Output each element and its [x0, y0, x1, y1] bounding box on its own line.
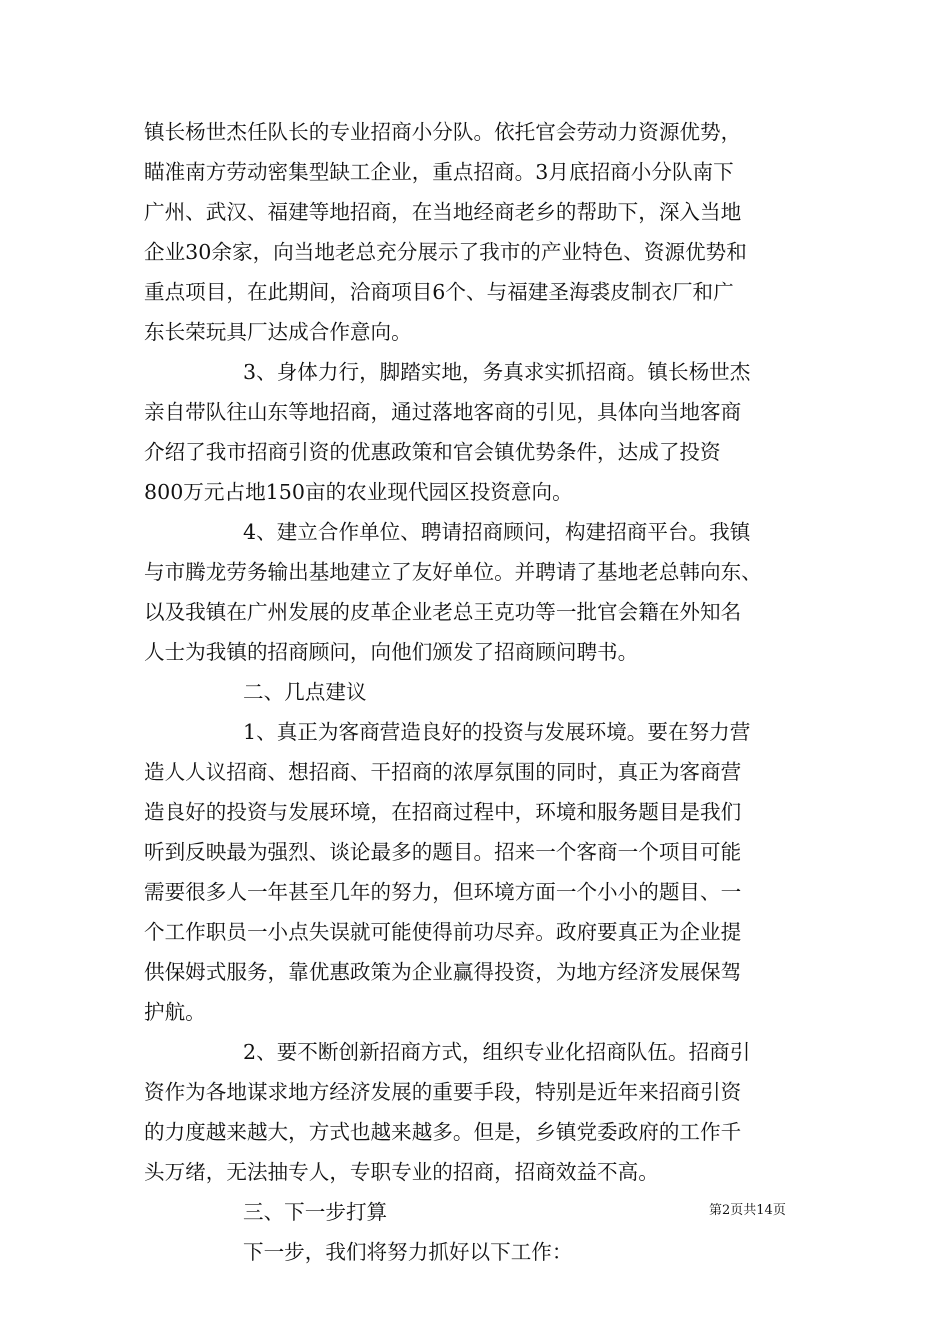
section-heading: 三、下一步打算 [243, 1200, 388, 1224]
paragraph-start-line: 下一步，我们将努力抓好以下工作： [243, 1240, 573, 1264]
text-line: 资作为各地谋求地方经济发展的重要手段，特别是近年来招商引资 [144, 1080, 742, 1104]
text-line: 介绍了我市招商引资的优惠政策和官会镇优势条件，达成了投资 [144, 440, 721, 464]
text-line: 企业30余家，向当地老总充分展示了我市的产业特色、资源优势和 [144, 240, 747, 264]
text-line: 个工作职员一小点失误就可能使得前功尽弃。政府要真正为企业提 [144, 920, 742, 944]
page-number-footer: 第2页共14页 [709, 1203, 786, 1218]
paragraph-start-line: 1、真正为客商营造良好的投资与发展环境。要在努力营 [243, 720, 751, 744]
paragraph-start-line: 3、身体力行，脚踏实地，务真求实抓招商。镇长杨世杰 [243, 360, 751, 384]
text-line: 与市腾龙劳务输出基地建立了友好单位。并聘请了基地老总韩向东、 [144, 560, 762, 584]
text-line: 头万绪，无法抽专人，专职专业的招商，招商效益不高。 [144, 1160, 659, 1184]
text-line: 亲自带队往山东等地招商，通过落地客商的引见，具体向当地客商 [144, 400, 742, 424]
text-line: 听到反映最为强烈、谈论最多的题目。招来一个客商一个项目可能 [144, 840, 742, 864]
text-line: 800万元占地150亩的农业现代园区投资意向。 [144, 480, 573, 504]
text-line: 东长荣玩具厂达成合作意向。 [144, 320, 412, 344]
text-line: 以及我镇在广州发展的皮革企业老总王克功等一批官会籍在外知名 [144, 600, 742, 624]
text-line: 供保姆式服务，靠优惠政策为企业赢得投资，为地方经济发展保驾 [144, 960, 742, 984]
text-line: 瞄准南方劳动密集型缺工企业，重点招商。3月底招商小分队南下 [144, 160, 734, 184]
paragraph-start-line: 2、要不断创新招商方式，组织专业化招商队伍。招商引 [243, 1040, 751, 1064]
paragraph-start-line: 4、建立合作单位、聘请招商顾问，构建招商平台。我镇 [243, 520, 751, 544]
text-line: 需要很多人一年甚至几年的努力，但环境方面一个小小的题目、一 [144, 880, 742, 904]
body-text [144, 112, 812, 1272]
text-line: 重点项目，在此期间，洽商项目6个、与福建圣海裘皮制衣厂和广 [144, 280, 734, 304]
text-line: 造人人议招商、想招商、干招商的浓厚氛围的同时，真正为客商营 [144, 760, 742, 784]
text-line: 的力度越来越大，方式也越来越多。但是，乡镇党委政府的工作千 [144, 1120, 742, 1144]
text-line: 人士为我镇的招商顾问，向他们颁发了招商顾问聘书。 [144, 640, 639, 664]
text-line: 造良好的投资与发展环境，在招商过程中，环境和服务题目是我们 [144, 800, 742, 824]
section-heading: 二、几点建议 [243, 680, 367, 704]
text-line: 护航。 [144, 1000, 206, 1024]
text-line: 镇长杨世杰任队长的专业招商小分队。依托官会劳动力资源优势， [144, 120, 742, 144]
text-line: 广州、武汉、福建等地招商，在当地经商老乡的帮助下，深入当地 [144, 200, 742, 224]
